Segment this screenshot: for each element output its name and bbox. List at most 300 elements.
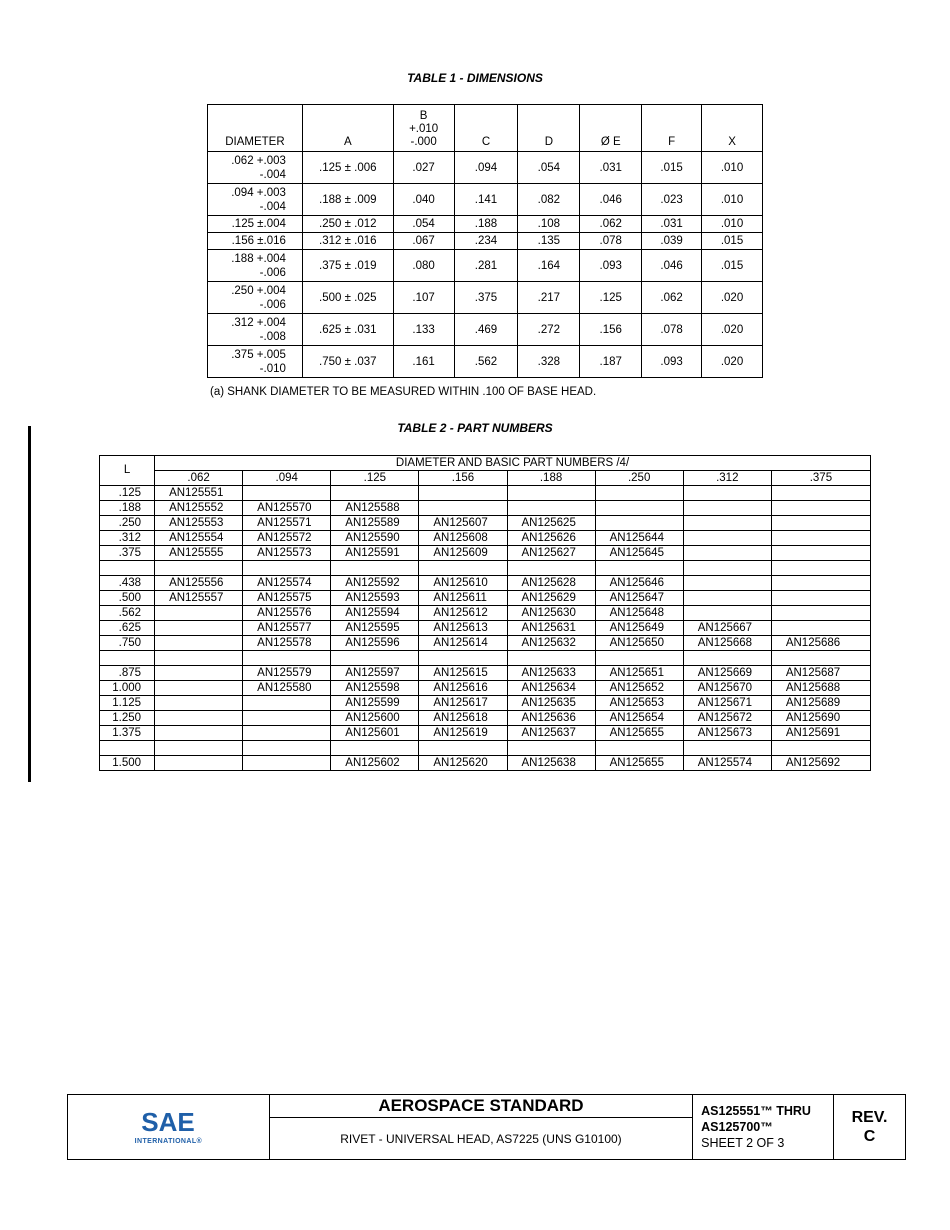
part-number-cell bbox=[683, 546, 771, 561]
part-number-cell: AN125615 bbox=[419, 666, 507, 681]
length-cell: .438 bbox=[100, 576, 155, 591]
part-number-cell: AN125591 bbox=[331, 546, 419, 561]
part-number-row bbox=[100, 711, 871, 726]
diameter-header: .062 bbox=[155, 471, 243, 486]
part-number-cell: AN125618 bbox=[419, 711, 507, 726]
part-number-row bbox=[100, 546, 871, 561]
part-number-cell: AN125572 bbox=[243, 531, 331, 546]
part-number-cell bbox=[155, 711, 243, 726]
part-number-cell bbox=[419, 486, 507, 501]
dimension-cell: .135 bbox=[518, 233, 580, 250]
part-number-cell bbox=[507, 501, 595, 516]
part-number-cell: AN125671 bbox=[683, 696, 771, 711]
part-number-cell: AN125612 bbox=[419, 606, 507, 621]
part-number-cell: AN125590 bbox=[331, 531, 419, 546]
part-number-row bbox=[100, 561, 871, 576]
part-number-cell bbox=[419, 651, 507, 666]
diameter-header: .125 bbox=[331, 471, 419, 486]
table1-note: (a) SHANK DIAMETER TO BE MEASURED WITHIN .100 OF BASE HEAD. bbox=[210, 386, 597, 398]
part-number-cell bbox=[507, 561, 595, 576]
diameter-line: .094 +.003 bbox=[231, 186, 286, 199]
part-number-row bbox=[100, 651, 871, 666]
part-number-cell: AN125648 bbox=[595, 606, 683, 621]
diameter-header: .312 bbox=[683, 471, 771, 486]
part-number-cell: AN125575 bbox=[243, 591, 331, 606]
part-number-cell: AN125619 bbox=[419, 726, 507, 741]
diameter-line: -.004 bbox=[259, 168, 286, 181]
dimension-cell: .031 bbox=[642, 216, 702, 233]
part-number-row bbox=[100, 636, 871, 651]
part-number-cell bbox=[331, 651, 419, 666]
length-cell: .125 bbox=[100, 486, 155, 501]
diameter-line: .250 +.004 bbox=[231, 284, 286, 297]
part-number-row bbox=[100, 501, 871, 516]
diameter-cell bbox=[208, 314, 303, 346]
revision-value: C bbox=[863, 1128, 876, 1145]
part-number-cell bbox=[507, 741, 595, 756]
length-cell: .750 bbox=[100, 636, 155, 651]
diameter-header: .156 bbox=[419, 471, 507, 486]
part-number-cell: AN125589 bbox=[331, 516, 419, 531]
diameter-header: .094 bbox=[243, 471, 331, 486]
part-number-cell: AN125611 bbox=[419, 591, 507, 606]
part-number-cell bbox=[771, 531, 870, 546]
sae-logo-subtitle: INTERNATIONAL® bbox=[134, 1138, 203, 1145]
length-cell: .500 bbox=[100, 591, 155, 606]
part-number-cell: AN125672 bbox=[683, 711, 771, 726]
part-number-cell: AN125689 bbox=[771, 696, 870, 711]
part-number-cell bbox=[243, 561, 331, 576]
length-cell: 1.125 bbox=[100, 696, 155, 711]
part-number-row bbox=[100, 486, 871, 501]
header-f: F bbox=[642, 105, 702, 152]
part-number-cell: AN125636 bbox=[507, 711, 595, 726]
header-l: L bbox=[100, 456, 155, 486]
diameter-cell bbox=[208, 282, 303, 314]
part-number-cell: AN125625 bbox=[507, 516, 595, 531]
part-number-cell bbox=[595, 516, 683, 531]
part-range-line-1: AS125551™ THRU bbox=[701, 1104, 811, 1118]
diameter-line: -.004 bbox=[259, 200, 286, 213]
part-number-cell bbox=[155, 621, 243, 636]
part-number-cell: AN125670 bbox=[683, 681, 771, 696]
part-number-cell bbox=[683, 501, 771, 516]
part-number-cell bbox=[243, 651, 331, 666]
dimension-row bbox=[208, 216, 763, 233]
dimension-row bbox=[208, 282, 763, 314]
part-number-cell bbox=[683, 486, 771, 501]
length-cell: 1.250 bbox=[100, 711, 155, 726]
part-number-cell: AN125628 bbox=[507, 576, 595, 591]
diameter-line: -.006 bbox=[259, 298, 286, 311]
part-number-cell bbox=[683, 516, 771, 531]
part-number-cell: AN125637 bbox=[507, 726, 595, 741]
part-number-cell bbox=[771, 561, 870, 576]
part-number-cell bbox=[683, 561, 771, 576]
dimension-cell: .188 bbox=[454, 216, 518, 233]
dimensions-table-body bbox=[208, 152, 763, 378]
dimension-cell: .054 bbox=[393, 216, 454, 233]
part-number-cell: AN125592 bbox=[331, 576, 419, 591]
header-b-line: -.000 bbox=[410, 136, 437, 148]
dimension-row bbox=[208, 314, 763, 346]
part-number-cell bbox=[155, 756, 243, 771]
dimension-cell: .078 bbox=[642, 314, 702, 346]
dimension-cell: .125 ± .006 bbox=[302, 152, 393, 184]
part-number-cell: AN125602 bbox=[331, 756, 419, 771]
part-number-cell: AN125555 bbox=[155, 546, 243, 561]
part-number-cell bbox=[771, 486, 870, 501]
dimension-cell: .217 bbox=[518, 282, 580, 314]
part-number-cell: AN125610 bbox=[419, 576, 507, 591]
part-number-cell: AN125599 bbox=[331, 696, 419, 711]
dimension-cell: .469 bbox=[454, 314, 518, 346]
part-number-cell: AN125574 bbox=[243, 576, 331, 591]
part-number-cell bbox=[243, 756, 331, 771]
part-number-cell: AN125669 bbox=[683, 666, 771, 681]
part-number-cell: AN125651 bbox=[595, 666, 683, 681]
part-number-cell bbox=[155, 666, 243, 681]
header-diameter-group: DIAMETER AND BASIC PART NUMBERS /4/ bbox=[155, 456, 871, 471]
length-cell: .312 bbox=[100, 531, 155, 546]
part-number-cell: AN125686 bbox=[771, 636, 870, 651]
dimension-cell: .281 bbox=[454, 250, 518, 282]
table2-title: TABLE 2 - PART NUMBERS bbox=[397, 421, 553, 435]
part-number-cell bbox=[771, 621, 870, 636]
part-number-row bbox=[100, 531, 871, 546]
part-number-cell bbox=[419, 501, 507, 516]
dimension-cell: .027 bbox=[393, 152, 454, 184]
part-number-cell: AN125645 bbox=[595, 546, 683, 561]
part-number-cell bbox=[771, 546, 870, 561]
part-number-cell: AN125687 bbox=[771, 666, 870, 681]
part-number-cell bbox=[771, 576, 870, 591]
part-number-cell: AN125649 bbox=[595, 621, 683, 636]
header-b-line: B bbox=[419, 110, 428, 122]
dimension-cell: .562 bbox=[454, 346, 518, 378]
part-number-cell bbox=[595, 741, 683, 756]
dimension-cell: .188 ± .009 bbox=[302, 184, 393, 216]
diameter-cell bbox=[208, 184, 303, 216]
dimension-cell: .234 bbox=[454, 233, 518, 250]
dimension-cell: .500 ± .025 bbox=[302, 282, 393, 314]
part-number-cell bbox=[331, 486, 419, 501]
dimension-cell: .040 bbox=[393, 184, 454, 216]
part-number-cell: AN125598 bbox=[331, 681, 419, 696]
diameter-line: -.010 bbox=[259, 362, 286, 375]
part-number-cell bbox=[243, 486, 331, 501]
diameter-line: .156 ±.016 bbox=[231, 235, 286, 247]
part-number-cell: AN125668 bbox=[683, 636, 771, 651]
length-cell: .250 bbox=[100, 516, 155, 531]
header-a: A bbox=[302, 105, 393, 152]
dimension-cell: .082 bbox=[518, 184, 580, 216]
part-number-cell bbox=[683, 741, 771, 756]
part-number-row bbox=[100, 741, 871, 756]
header-c: C bbox=[454, 105, 518, 152]
part-number-row bbox=[100, 756, 871, 771]
dimension-row bbox=[208, 152, 763, 184]
title-block bbox=[67, 1094, 906, 1160]
diameter-header: .188 bbox=[507, 471, 595, 486]
dimension-cell: .093 bbox=[580, 250, 642, 282]
length-cell: 1.000 bbox=[100, 681, 155, 696]
dimension-cell: .078 bbox=[580, 233, 642, 250]
dimension-cell: .067 bbox=[393, 233, 454, 250]
part-number-cell bbox=[155, 726, 243, 741]
part-number-cell: AN125629 bbox=[507, 591, 595, 606]
part-number-cell: AN125647 bbox=[595, 591, 683, 606]
dimension-cell: .054 bbox=[518, 152, 580, 184]
part-number-cell bbox=[155, 606, 243, 621]
part-number-cell bbox=[243, 726, 331, 741]
part-number-cell: AN125594 bbox=[331, 606, 419, 621]
part-number-cell: AN125607 bbox=[419, 516, 507, 531]
diameter-line: .375 +.005 bbox=[231, 348, 286, 361]
dimension-row bbox=[208, 250, 763, 282]
header-diameter: DIAMETER bbox=[208, 105, 303, 152]
part-number-cell bbox=[243, 696, 331, 711]
part-number-cell: AN125620 bbox=[419, 756, 507, 771]
part-number-cell bbox=[771, 741, 870, 756]
part-number-cell: AN125556 bbox=[155, 576, 243, 591]
part-number-cell bbox=[683, 531, 771, 546]
part-number-cell bbox=[595, 561, 683, 576]
part-number-cell bbox=[243, 711, 331, 726]
part-number-cell bbox=[771, 606, 870, 621]
part-number-cell: AN125571 bbox=[243, 516, 331, 531]
dimension-cell: .750 ± .037 bbox=[302, 346, 393, 378]
dimension-row bbox=[208, 184, 763, 216]
part-number-cell bbox=[595, 501, 683, 516]
dimension-cell: .015 bbox=[642, 152, 702, 184]
diameter-cell bbox=[208, 250, 303, 282]
part-number-cell bbox=[155, 636, 243, 651]
document-title: RIVET - UNIVERSAL HEAD, AS7225 (UNS G10100) bbox=[269, 1118, 692, 1160]
dimension-cell: .187 bbox=[580, 346, 642, 378]
diameter-cell bbox=[208, 216, 303, 233]
dimension-cell: .010 bbox=[702, 184, 763, 216]
part-number-cell: AN125551 bbox=[155, 486, 243, 501]
part-number-cell bbox=[683, 591, 771, 606]
part-number-cell: AN125692 bbox=[771, 756, 870, 771]
part-number-cell bbox=[683, 606, 771, 621]
part-range-line-2: AS125700™ bbox=[701, 1120, 773, 1134]
part-number-cell: AN125635 bbox=[507, 696, 595, 711]
diameter-cell bbox=[208, 233, 303, 250]
part-number-cell: AN125655 bbox=[595, 756, 683, 771]
length-cell: 1.500 bbox=[100, 756, 155, 771]
dimension-cell: .250 ± .012 bbox=[302, 216, 393, 233]
table1-title: TABLE 1 - DIMENSIONS bbox=[407, 71, 543, 85]
part-number-cell bbox=[683, 576, 771, 591]
part-number-cell: AN125646 bbox=[595, 576, 683, 591]
dimension-cell: .062 bbox=[580, 216, 642, 233]
dimension-row bbox=[208, 233, 763, 250]
part-number-row bbox=[100, 576, 871, 591]
dimension-cell: .164 bbox=[518, 250, 580, 282]
part-number-cell: AN125576 bbox=[243, 606, 331, 621]
sae-logo bbox=[68, 1095, 270, 1160]
dimension-cell: .015 bbox=[702, 250, 763, 282]
part-number-cell: AN125553 bbox=[155, 516, 243, 531]
part-number-cell bbox=[155, 561, 243, 576]
part-number-cell bbox=[331, 741, 419, 756]
dimension-cell: .133 bbox=[393, 314, 454, 346]
diameter-line: .312 +.004 bbox=[231, 316, 286, 329]
dimensions-table bbox=[207, 104, 763, 378]
part-number-cell: AN125654 bbox=[595, 711, 683, 726]
part-number-cell: AN125614 bbox=[419, 636, 507, 651]
document-type: AEROSPACE STANDARD bbox=[269, 1095, 692, 1118]
dimension-cell: .031 bbox=[580, 152, 642, 184]
part-number-cell: AN125595 bbox=[331, 621, 419, 636]
part-number-cell bbox=[419, 561, 507, 576]
part-number-cell: AN125650 bbox=[595, 636, 683, 651]
part-number-cell: AN125578 bbox=[243, 636, 331, 651]
part-numbers-table-body bbox=[100, 486, 871, 771]
part-number-cell bbox=[771, 516, 870, 531]
dimension-cell: .094 bbox=[454, 152, 518, 184]
diameter-line: .062 +.003 bbox=[231, 154, 286, 167]
part-number-cell bbox=[771, 501, 870, 516]
part-number-cell: AN125644 bbox=[595, 531, 683, 546]
header-e: Ø E bbox=[580, 105, 642, 152]
part-number-cell: AN125588 bbox=[331, 501, 419, 516]
part-number-cell: AN125626 bbox=[507, 531, 595, 546]
part-number-cell: AN125691 bbox=[771, 726, 870, 741]
length-cell: .188 bbox=[100, 501, 155, 516]
part-number-cell: AN125667 bbox=[683, 621, 771, 636]
dimension-cell: .141 bbox=[454, 184, 518, 216]
dimension-cell: .010 bbox=[702, 216, 763, 233]
diameter-cell bbox=[208, 346, 303, 378]
dimension-cell: .020 bbox=[702, 314, 763, 346]
part-number-cell: AN125573 bbox=[243, 546, 331, 561]
dimension-cell: .039 bbox=[642, 233, 702, 250]
diameter-header: .375 bbox=[771, 471, 870, 486]
part-number-row bbox=[100, 591, 871, 606]
dimension-cell: .015 bbox=[702, 233, 763, 250]
part-number-cell: AN125653 bbox=[595, 696, 683, 711]
dimension-cell: .375 ± .019 bbox=[302, 250, 393, 282]
revision-label: REV. bbox=[851, 1109, 888, 1126]
length-cell bbox=[100, 651, 155, 666]
part-number-cell: AN125557 bbox=[155, 591, 243, 606]
part-number-cell bbox=[155, 681, 243, 696]
part-number-cell bbox=[331, 561, 419, 576]
part-number-cell bbox=[419, 741, 507, 756]
dimension-cell: .272 bbox=[518, 314, 580, 346]
diameter-line: -.008 bbox=[259, 330, 286, 343]
dimension-cell: .125 bbox=[580, 282, 642, 314]
part-number-cell: AN125579 bbox=[243, 666, 331, 681]
part-number-cell: AN125608 bbox=[419, 531, 507, 546]
part-number-cell: AN125688 bbox=[771, 681, 870, 696]
part-number-row bbox=[100, 606, 871, 621]
part-number-row bbox=[100, 516, 871, 531]
header-b bbox=[393, 105, 454, 152]
part-number-cell: AN125574 bbox=[683, 756, 771, 771]
part-number-cell: AN125596 bbox=[331, 636, 419, 651]
part-number-cell bbox=[683, 651, 771, 666]
dimension-row bbox=[208, 346, 763, 378]
part-number-row bbox=[100, 621, 871, 636]
part-number-cell: AN125634 bbox=[507, 681, 595, 696]
dimension-cell: .108 bbox=[518, 216, 580, 233]
dimension-cell: .093 bbox=[642, 346, 702, 378]
sae-logo-text: SAE bbox=[141, 1109, 196, 1135]
part-number-cell bbox=[155, 741, 243, 756]
part-number-cell bbox=[155, 651, 243, 666]
dimension-cell: .312 ± .016 bbox=[302, 233, 393, 250]
part-number-cell: AN125638 bbox=[507, 756, 595, 771]
part-number-cell: AN125577 bbox=[243, 621, 331, 636]
part-numbers-table bbox=[99, 455, 871, 771]
diameter-header-row bbox=[100, 471, 871, 486]
part-number-cell: AN125631 bbox=[507, 621, 595, 636]
dimension-cell: .062 bbox=[642, 282, 702, 314]
length-cell: .375 bbox=[100, 546, 155, 561]
part-number-cell: AN125552 bbox=[155, 501, 243, 516]
dimension-cell: .046 bbox=[580, 184, 642, 216]
part-number-cell: AN125673 bbox=[683, 726, 771, 741]
part-number-cell bbox=[243, 741, 331, 756]
length-cell: 1.375 bbox=[100, 726, 155, 741]
length-cell: .562 bbox=[100, 606, 155, 621]
part-number-cell: AN125580 bbox=[243, 681, 331, 696]
header-b-line: +.010 bbox=[409, 123, 439, 135]
part-number-cell: AN125609 bbox=[419, 546, 507, 561]
dimension-cell: .625 ± .031 bbox=[302, 314, 393, 346]
dimension-cell: .023 bbox=[642, 184, 702, 216]
dimension-cell: .010 bbox=[702, 152, 763, 184]
dimension-cell: .020 bbox=[702, 346, 763, 378]
part-number-cell: AN125593 bbox=[331, 591, 419, 606]
part-number-cell: AN125613 bbox=[419, 621, 507, 636]
dimension-cell: .328 bbox=[518, 346, 580, 378]
header-d: D bbox=[518, 105, 580, 152]
dimension-cell: .375 bbox=[454, 282, 518, 314]
sheet-number: SHEET 2 OF 3 bbox=[701, 1136, 785, 1150]
part-number-range bbox=[693, 1095, 834, 1160]
diameter-line: .188 +.004 bbox=[231, 252, 286, 265]
part-number-cell: AN125690 bbox=[771, 711, 870, 726]
part-number-row bbox=[100, 696, 871, 711]
part-number-cell bbox=[771, 651, 870, 666]
part-number-cell bbox=[155, 696, 243, 711]
length-cell bbox=[100, 561, 155, 576]
part-number-cell bbox=[771, 591, 870, 606]
length-cell: .625 bbox=[100, 621, 155, 636]
part-number-row bbox=[100, 681, 871, 696]
part-number-cell: AN125617 bbox=[419, 696, 507, 711]
part-number-row bbox=[100, 726, 871, 741]
dimension-cell: .161 bbox=[393, 346, 454, 378]
length-cell: .875 bbox=[100, 666, 155, 681]
dimension-cell: .080 bbox=[393, 250, 454, 282]
part-number-cell: AN125630 bbox=[507, 606, 595, 621]
dimension-cell: .020 bbox=[702, 282, 763, 314]
length-cell bbox=[100, 741, 155, 756]
part-number-cell: AN125652 bbox=[595, 681, 683, 696]
part-number-cell: AN125655 bbox=[595, 726, 683, 741]
part-number-row bbox=[100, 666, 871, 681]
change-bar bbox=[28, 426, 31, 782]
part-number-cell: AN125627 bbox=[507, 546, 595, 561]
part-number-cell: AN125633 bbox=[507, 666, 595, 681]
dimension-cell: .046 bbox=[642, 250, 702, 282]
